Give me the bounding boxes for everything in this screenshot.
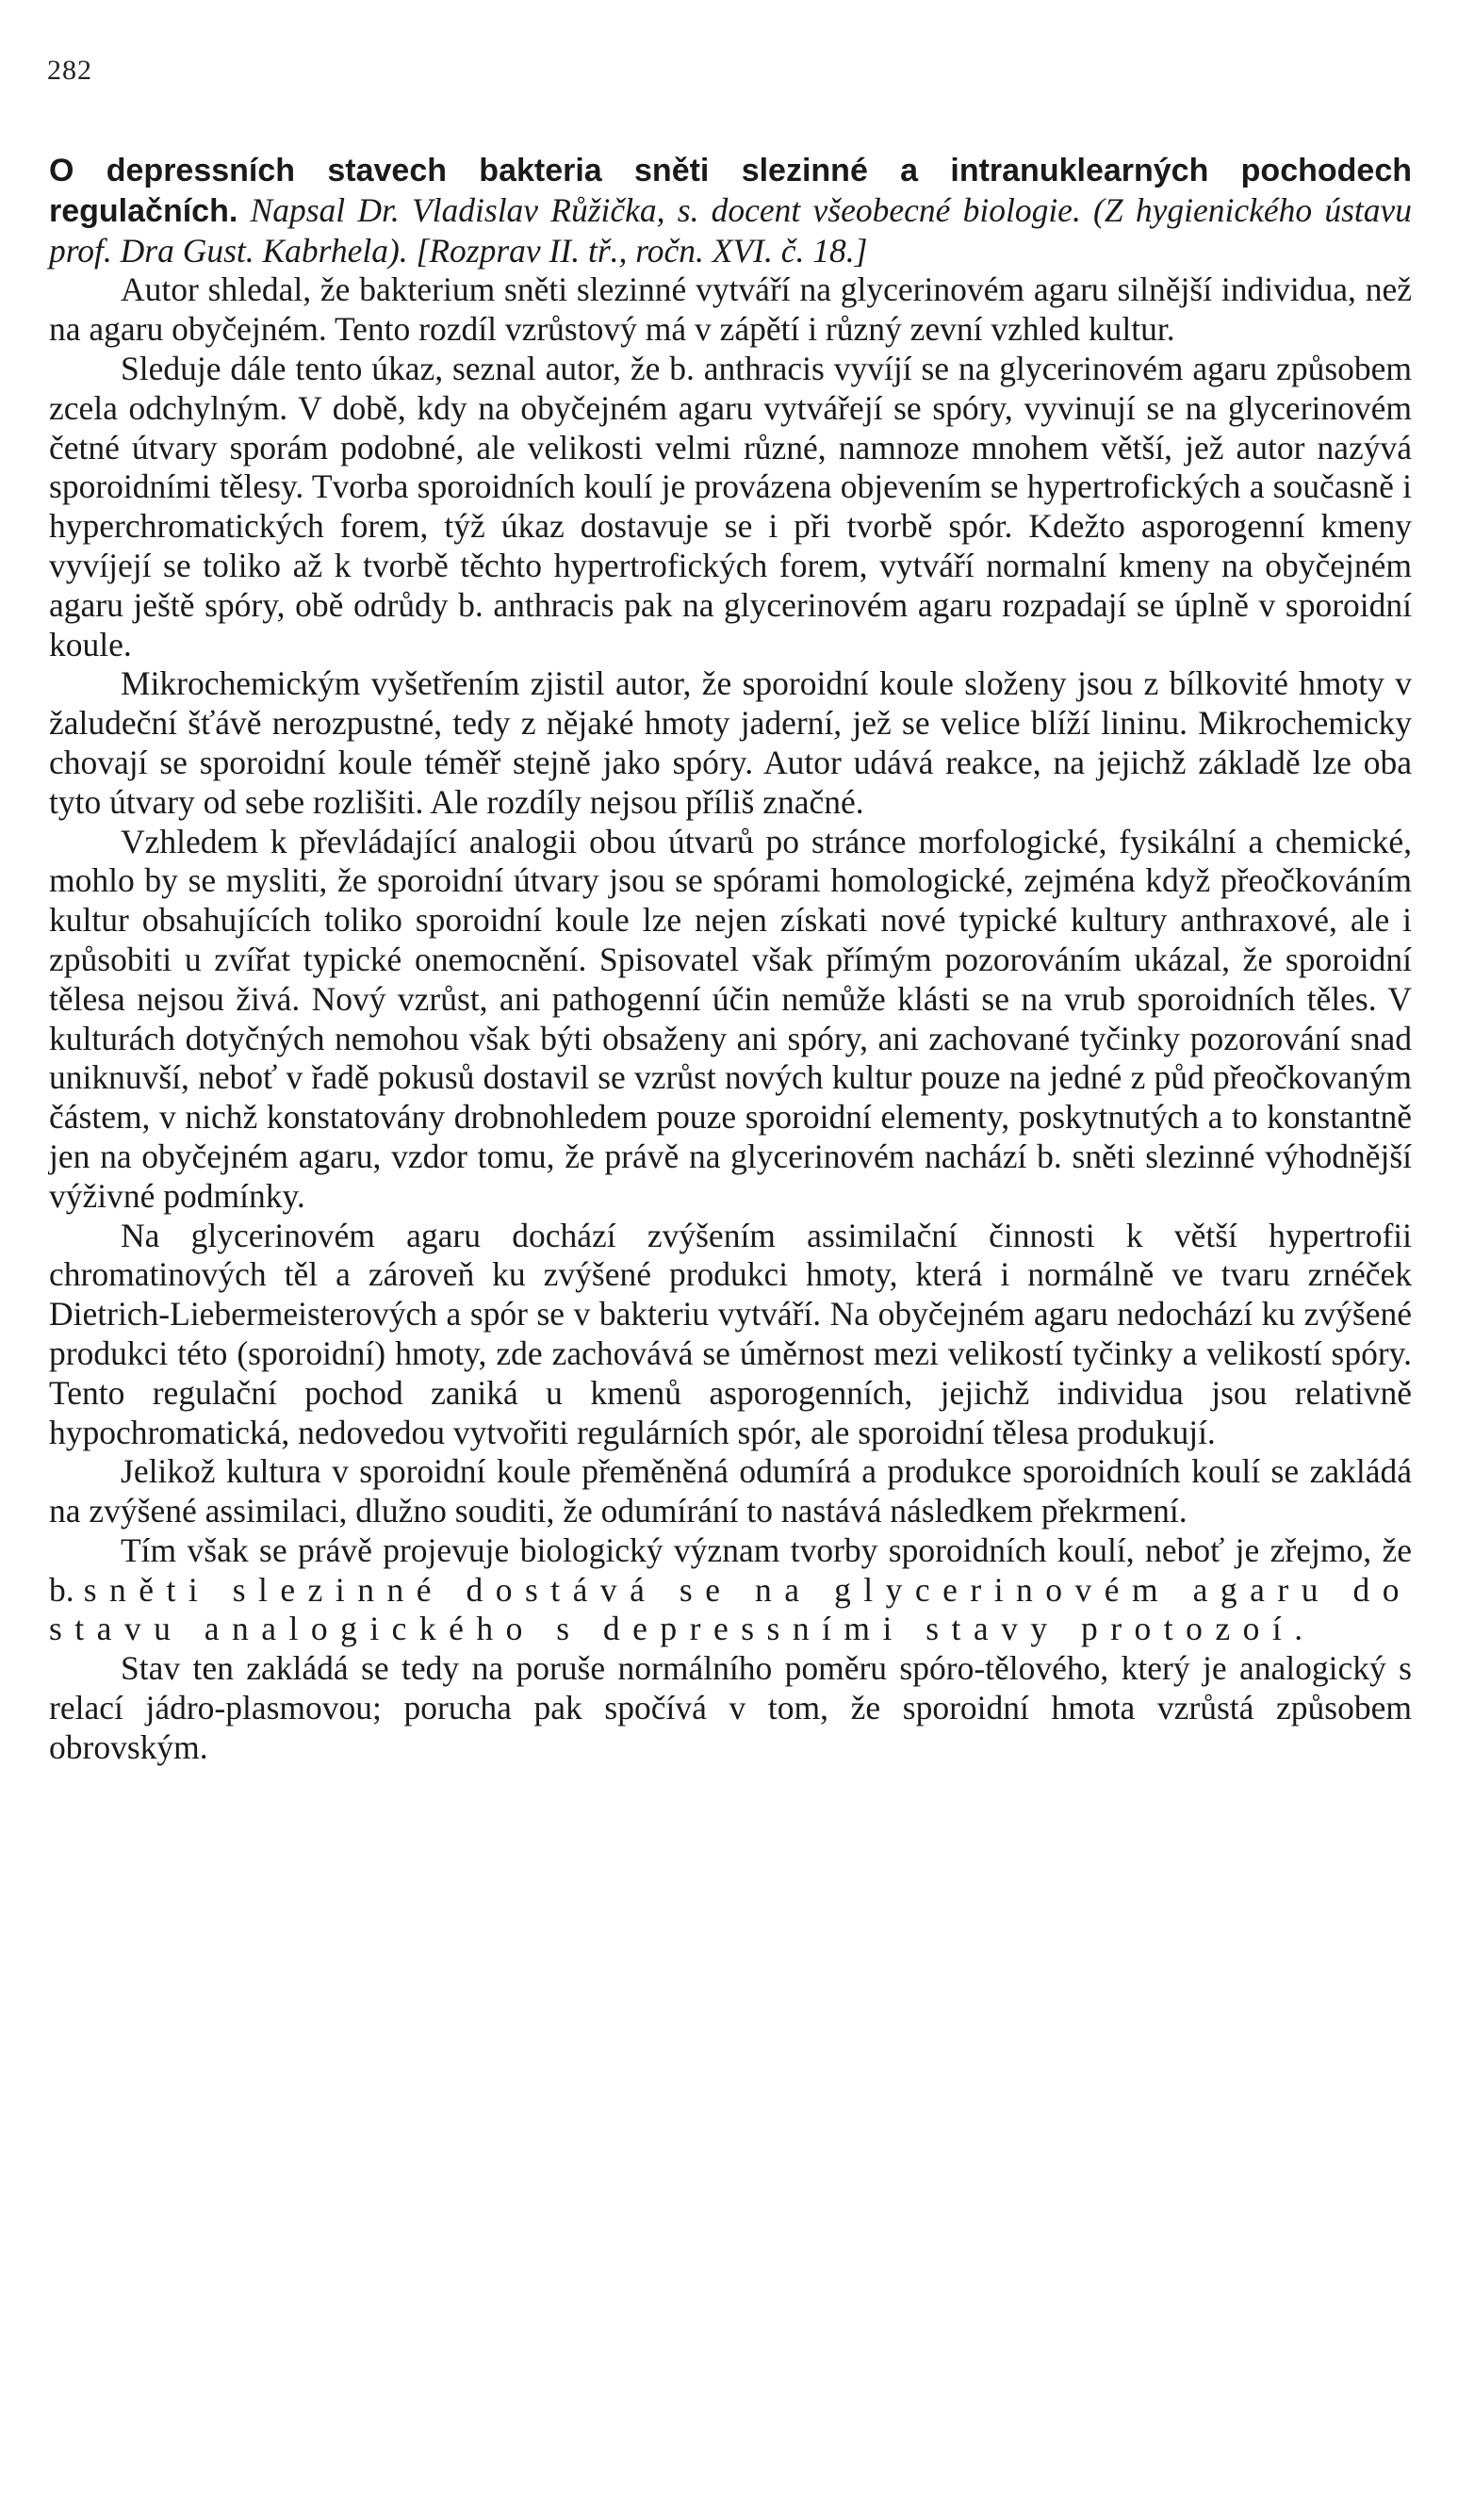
conclusion-paragraph — [49, 1531, 1412, 1649]
article-heading — [49, 151, 1412, 270]
paragraph: Mikrochemickým vyšetřením zjistil autor, že sporoidní koule složeny jsou z bílkovité hmoty v žaludeční šťávě nerozpustné, tedy z nějaké hmoty jaderní, jež se velice blíží lininu. Mikrochemicky chovají se sporoidní koule téměř stejně jako spóry. Autor udává reakce, na jejichž základě lze oba tyto útvary od sebe rozlišiti. Ale rozdíly nejsou příliš značné. — [49, 664, 1412, 821]
conclusion-lead: Tím však se právě projevuje biologický význam tvorby sporoidních koulí, neboť je zřejmo, že b. — [49, 1530, 1412, 1609]
paragraph: Jelikož kultura v sporoidní koule přeměněná odumírá a produkce sporoidních koulí se zakládá na zvýšené assimilaci, dlužno souditi, že odumírání to nastává následkem překrmení. — [49, 1452, 1412, 1530]
paragraph: Sleduje dále tento úkaz, seznal autor, že b. anthracis vyvíjí se na glycerinovém agaru způsobem zcela odchylným. V době, kdy na obyčejném agaru vytvářejí se spóry, vyvinují se na glycerinovém četné útvary sporám podobné, ale velikosti velmi různé, namnoze mnohem větší, jež autor nazývá sporoidními tělesy. Tvorba sporoidních koulí je provázena objevením se hypertrofických a současně i hyperchromatických forem, týž úkaz dostavuje se i při tvorbě spór. Kdežto asporogenní kmeny vyvíjejí se toliko až k tvorbě těchto hypertrofických forem, vytváří normalní kmeny na obyčejném agaru ještě spóry, obě odrůdy b. anthracis pak na glycerinovém agaru rozpadají se úplně v sporoidní koule. — [49, 349, 1412, 663]
paragraph: Vzhledem k převládající analogii obou útvarů po stránce morfologické, fysikální a chemické, mohlo by se mysliti, že sporoidní útvary jsou se spórami homologické, zejména když přeočkováním kultur obsahujících toliko sporoidní koule lze nejen získati nové typické kultury anthraxové, ale i způsobiti u zvířat typické onemocnění. Spisovatel však přímým pozorováním ukázal, že sporoidní tělesa nejsou živá. Nový vzrůst, ani pathogenní účin nemůže klásti se na vrub sporoidních těles. V kulturách dotyčných nemohou však býti obsaženy ani spóry, ani zachované tyčinky pozorování snad uniknuvší, neboť v řadě pokusů dostavil se vzrůst nových kultur pouze na jedné z půd přeočkovaným částem, v nichž konstatovány drobnohledem pouze sporoidní elementy, poskytnutých a to konstantně jen na obyčejném agaru, vzdor tomu, že právě na glycerinovém nachází b. sněti slezinné výhodnější výživné podmínky. — [49, 822, 1412, 1215]
paragraph: Na glycerinovém agaru dochází zvýšením assimilační činnosti k větší hypertrofii chromatinových těl a zároveň ku zvýšené produkci hmoty, která i normálně ve tvaru zrnéček Dietrich-Liebermeisterových a spór se v bakteriu vytváří. Na obyčejném agaru nedochází ku zvýšené produkci této (sporoidní) hmoty, zde zachovává se úměrnost mezi velikostí tyčinky a velikostí spóry. Tento regulační pochod zaniká u kmenů asporogenních, jejichž individua jsou relativně hypochromatická, nedovedou vytvořiti regulárních spór, ale sporoidní tělesa produkují. — [49, 1216, 1412, 1451]
article-title: O depressních stavech bakteria sněti slezinné a intranuklearných pochodech regulačních. — [49, 153, 1412, 229]
article-body — [49, 151, 1412, 1768]
conclusion-emphasis: sněti slezinné dostává se na glycerinovém agaru do stavu analogického s depressními stavy protozoí. — [49, 1570, 1412, 1648]
article-byline: Napsal Dr. Vladislav Růžička, s. docent všeobecné biologie. (Z hygienického ústavu prof. Dra Gust. Kabrhela). [Rozprav II. tř., ročn. XVI. č. 18.] — [49, 190, 1412, 270]
page-number: 282 — [47, 55, 92, 86]
final-paragraph: Stav ten zakládá se tedy na poruše normálního poměru spóro-tělového, který je analogický s relací jádro-plasmovou; porucha pak spočívá v tom, že sporoidní hmota vzrůstá způsobem obrovským. — [49, 1649, 1412, 1766]
paragraph: Autor shledal, že bakterium sněti slezinné vytváří na glycerinovém agaru silnější individua, než na agaru obyčejném. Tento rozdíl vzrůstový má v zápětí i různý zevní vzhled kultur. — [49, 270, 1412, 349]
